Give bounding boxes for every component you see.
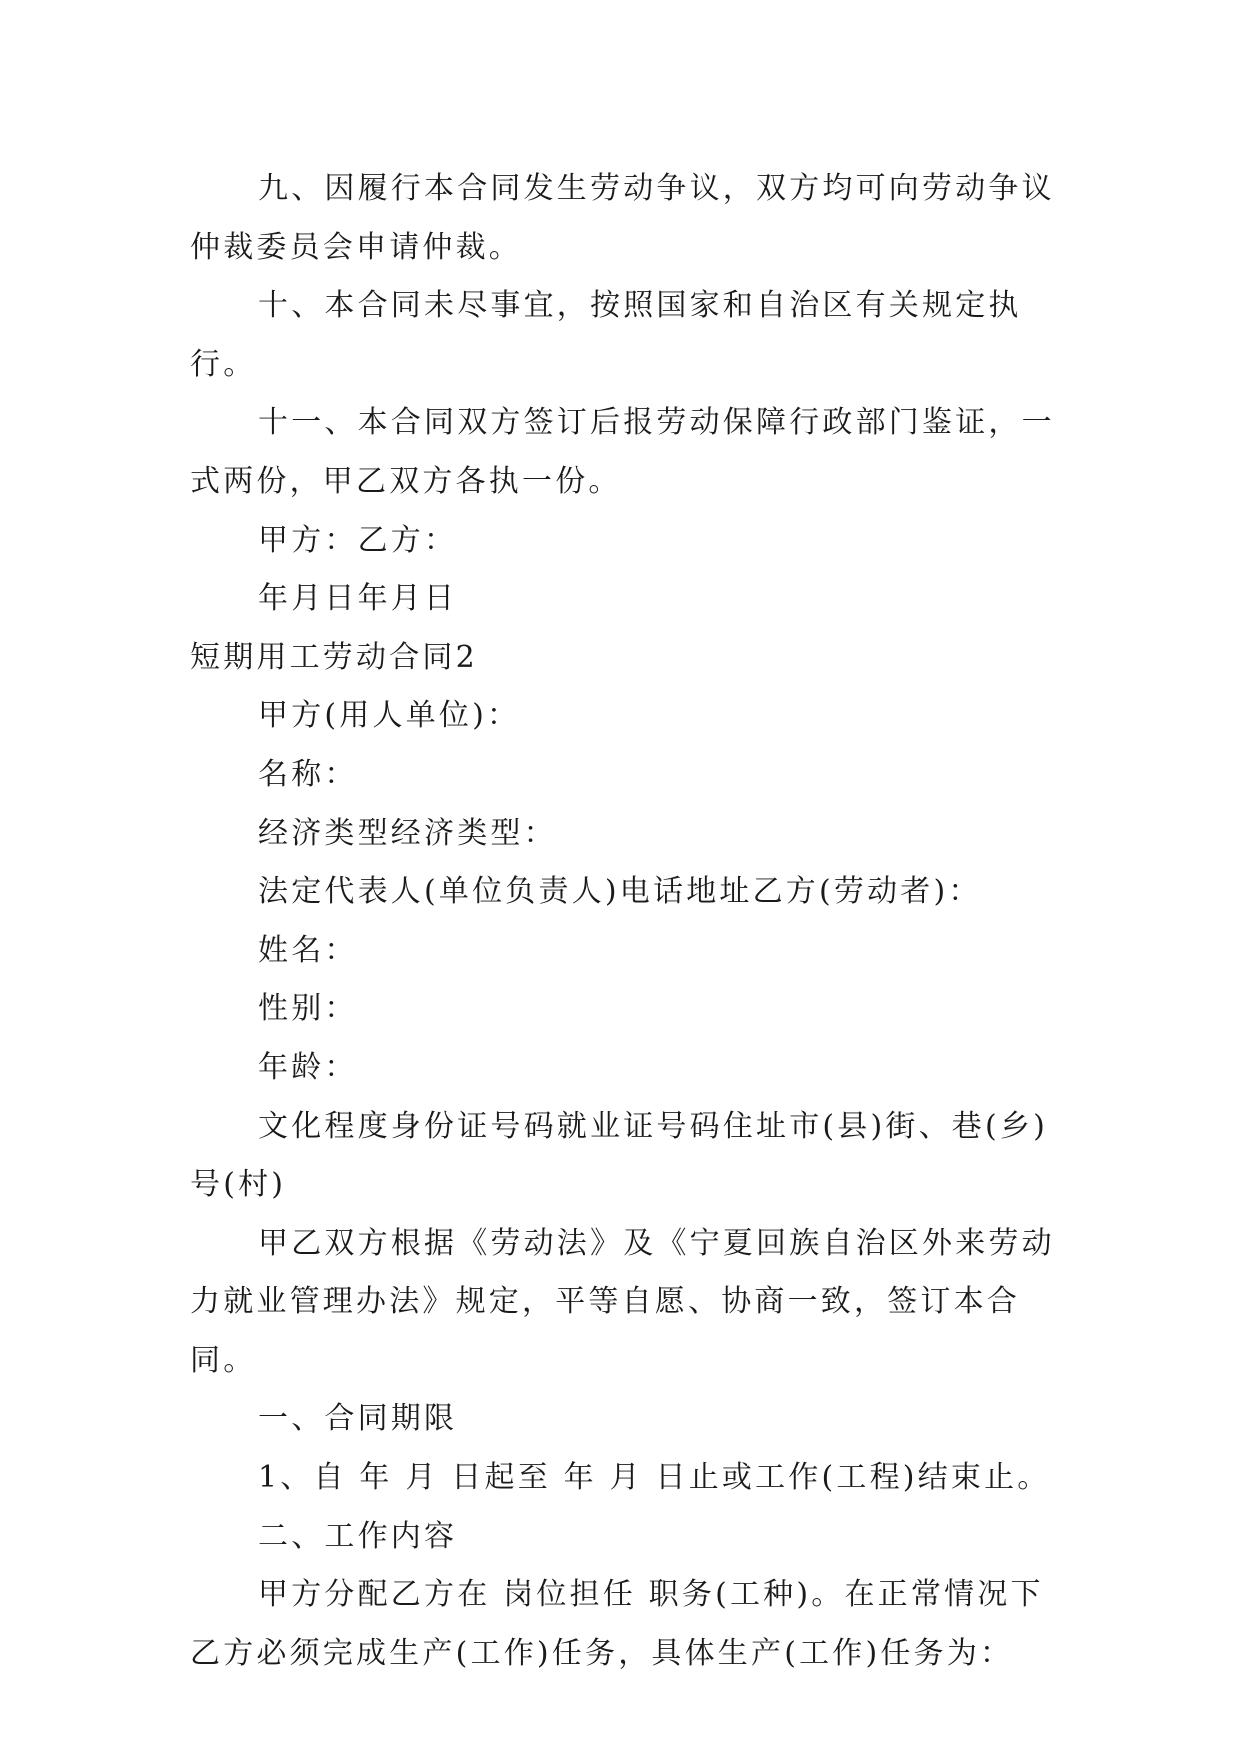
heading-work-content: 二、工作内容 — [258, 1518, 458, 1554]
contract-term-item-1: 1、自 年 月 日起至 年 月 日止或工作(工程)结束止。 — [258, 1460, 1051, 1496]
paragraph-clause-9: 九、因履行本合同发生劳动争议，双方均可向劳动争议仲裁委员会申请仲裁。 — [190, 171, 1055, 265]
signature-parties-line: 甲方：乙方： — [258, 522, 458, 558]
paragraph-clause-11: 十一、本合同双方签订后报劳动保障行政部门鉴证，一式两份，甲乙双方各执一份。 — [190, 405, 1055, 499]
section-title: 短期用工劳动合同2 — [190, 639, 478, 675]
paragraph-clause-10: 十、本合同未尽事宜，按照国家和自治区有关规定执行。 — [190, 288, 1022, 382]
document-body — [190, 160, 1070, 1683]
party-a-name-field: 名称： — [258, 756, 358, 792]
party-a-heading: 甲方(用人单位)： — [258, 698, 521, 734]
party-b-name-field: 姓名： — [258, 932, 358, 968]
party-a-economic-type-field: 经济类型经济类型： — [258, 815, 557, 851]
work-content-paragraph: 甲方分配乙方在 岗位担任 职务(工种)。在正常情况下乙方必须完成生产(工作)任务，具体生产(工作)任务为： — [190, 1577, 1044, 1671]
party-a-representative-line: 法定代表人(单位负责人)电话地址乙方(劳动者)： — [258, 874, 982, 910]
signature-date-line: 年月日年月日 — [258, 581, 458, 617]
party-b-age-field: 年龄： — [258, 1049, 358, 1085]
party-b-gender-field: 性别： — [258, 991, 358, 1027]
party-b-details-line: 文化程度身份证号码就业证号码住址市(县)街、巷(乡)号(村) — [190, 1108, 1049, 1203]
heading-contract-term: 一、合同期限 — [258, 1401, 458, 1437]
contract-basis-paragraph: 甲乙双方根据《劳动法》及《宁夏回族自治区外来劳动力就业管理办法》规定，平等自愿、协商一致，签订本合同。 — [190, 1225, 1055, 1378]
